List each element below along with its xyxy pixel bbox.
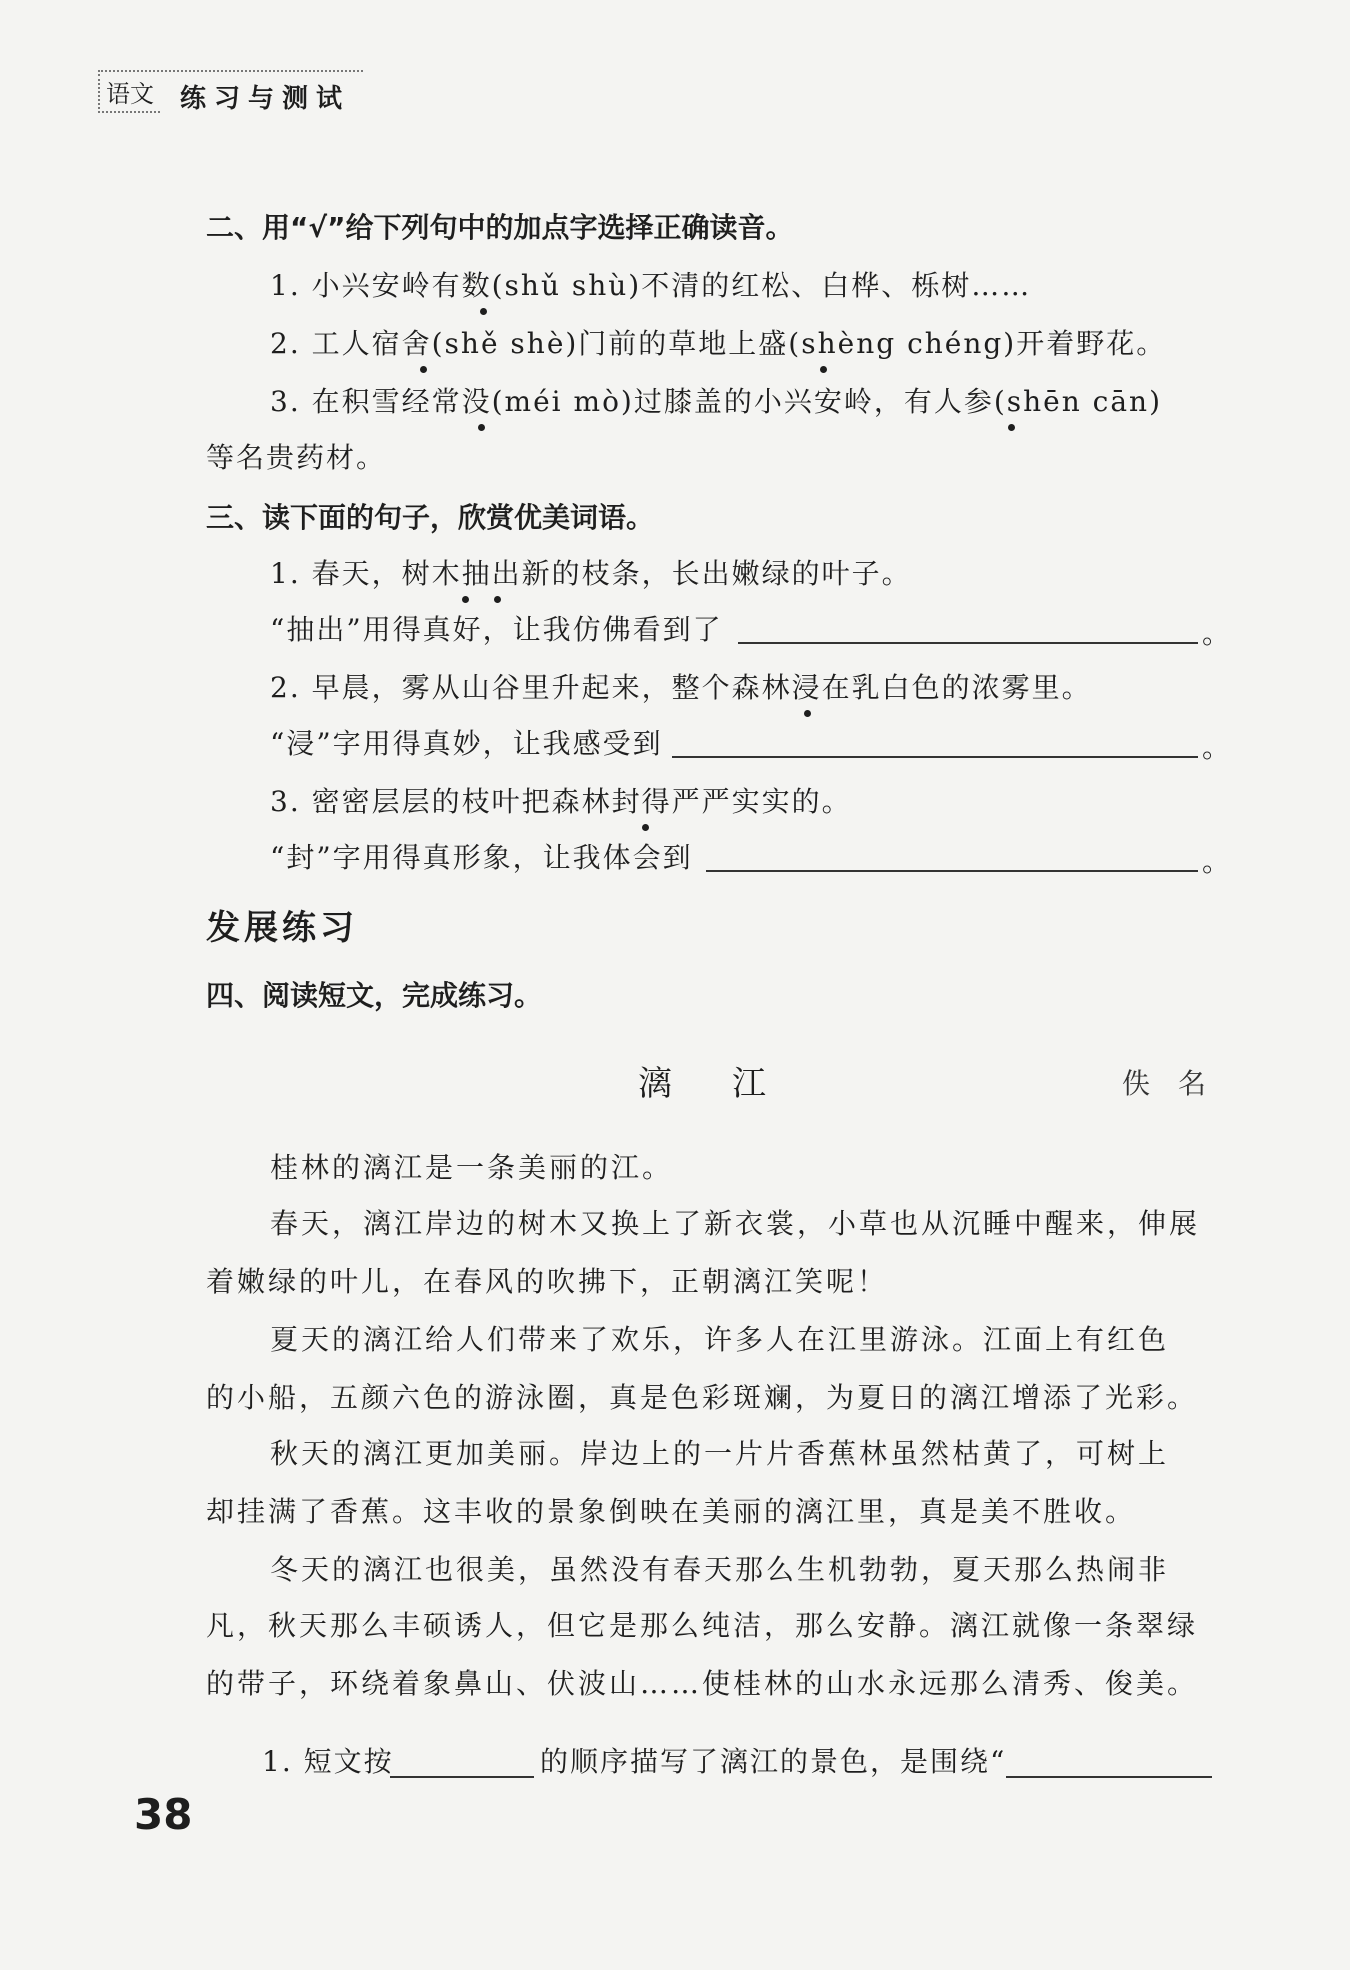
period: 。 [1202,845,1231,878]
emphasis-dot [642,824,649,831]
article-paragraph: 桂林的漓江是一条美丽的江。 [270,1151,674,1184]
answer-blank-2[interactable] [672,756,1198,758]
section3-sentence-2: 2. 早晨，雾从山谷里升起来，整个森林浸在乳白色的浓雾里。 [270,671,1092,704]
article-title: 漓江 [638,1064,826,1104]
article-paragraph: 夏天的漓江给人们带来了欢乐，许多人在江里游泳。江面上有红色 [270,1323,1170,1356]
section2-item-3: 3. 在积雪经常没(méi mò)过膝盖的小兴安岭，有人参(shēn cān) [270,385,1163,418]
answer-blank-q1b[interactable] [1006,1776,1212,1778]
article-paragraph: 凡，秋天那么丰硕诱人，但它是那么纯洁，那么安静。漓江就像一条翠绿 [206,1609,1199,1642]
answer-blank-3[interactable] [706,870,1198,872]
article-paragraph: 春天，漓江岸边的树木又换上了新衣裳，小草也从沉睡中醒来，伸展 [270,1207,1201,1240]
section2-heading: 二、用“√”给下列句中的加点字选择正确读音。 [206,211,794,244]
section3-prompt-3: “封”字用得真形象，让我体会到 [270,841,693,874]
article-paragraph: 冬天的漓江也很美，虽然没有春天那么生机勃勃，夏天那么热闹非 [270,1553,1170,1586]
answer-blank-1[interactable] [738,642,1198,644]
header-dotted-rule [98,70,363,72]
emphasis-dot [480,308,487,315]
period: 。 [1202,731,1231,764]
emphasis-dot [804,710,811,717]
emphasis-dot [462,596,469,603]
section3-heading: 三、读下面的句子，欣赏优美词语。 [206,501,655,534]
section2-item-1: 1. 小兴安岭有数(shǔ shù)不清的红松、白桦、栎树…… [270,269,1032,302]
development-practice-heading: 发展练习 [206,908,358,948]
section3-sentence-1: 1. 春天，树木抽出新的枝条，长出嫩绿的叶子。 [270,557,912,590]
section2-item-3-cont: 等名贵药材。 [206,441,387,474]
subject-tag: 语文 [98,74,160,113]
section3-prompt-1: “抽出”用得真好，让我仿佛看到了 [270,613,723,646]
page-number: 38 [134,1790,193,1839]
article-paragraph: 秋天的漓江更加美丽。岸边上的一片片香蕉林虽然枯黄了，可树上 [270,1437,1170,1470]
emphasis-dot [820,366,827,373]
book-title: 练习与测试 [180,84,351,114]
article-author: 佚名 [1122,1067,1235,1100]
period: 。 [1202,617,1231,650]
section4-heading: 四、阅读短文，完成练习。 [206,979,543,1012]
section2-item-2: 2. 工人宿舍(shě shè)门前的草地上盛(shèng chéng)开着野花。 [270,327,1167,360]
question1-part2: 的顺序描写了漓江的景色，是围绕“ [540,1745,1007,1778]
section3-sentence-3: 3. 密密层层的枝叶把森林封得严严实实的。 [270,785,852,818]
article-paragraph: 却挂满了香蕉。这丰收的景象倒映在美丽的漓江里，真是美不胜收。 [206,1495,1137,1528]
emphasis-dot [1008,424,1015,431]
emphasis-dot [494,596,501,603]
emphasis-dot [478,424,485,431]
section3-prompt-2: “浸”字用得真妙，让我感受到 [270,727,663,760]
emphasis-dot [420,366,427,373]
article-paragraph: 的带子，环绕着象鼻山、伏波山……使桂林的山水永远那么清秀、俊美。 [206,1667,1199,1700]
answer-blank-q1a[interactable] [390,1776,534,1778]
article-paragraph: 着嫩绿的叶儿，在春风的吹拂下，正朝漓江笑呢！ [206,1265,889,1298]
article-paragraph: 的小船，五颜六色的游泳圈，真是色彩斑斓，为夏日的漓江增添了光彩。 [206,1381,1199,1414]
question1-part1: 1. 短文按 [262,1745,394,1778]
